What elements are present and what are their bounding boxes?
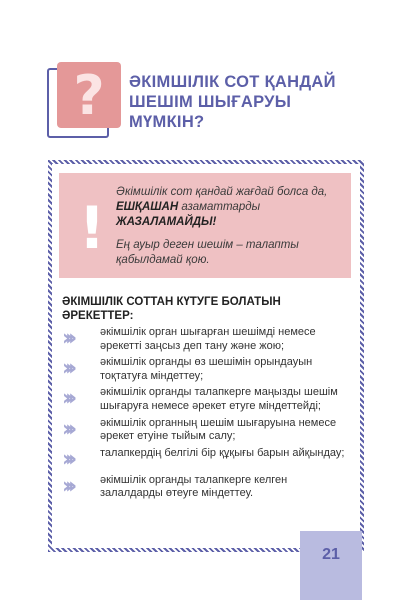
- chevron-right-icon: ›››: [62, 446, 72, 472]
- list-item-text: әкімшілік органды өз шешімін орындауын тоқтатуға міндеттеу;: [100, 356, 313, 382]
- warning-part2: азаматтарды: [178, 201, 261, 213]
- warning-bold-punish: ЖАЗАЛАМАЙДЫ!: [116, 216, 217, 228]
- list-item: [62, 447, 352, 471]
- list-item: [62, 474, 352, 501]
- list-item-text: әкімшілік орган шығарған шешімді немесе әрекетті заңсыз деп тану және жою;: [100, 326, 316, 352]
- chevron-right-icon: ›››: [62, 473, 72, 499]
- list-item: [62, 326, 352, 353]
- list-item-text: әкімшілік органды талапкерге келген залалдарды өтеуге міндеттеу.: [100, 473, 288, 500]
- list-item: [62, 417, 352, 444]
- exclamation-icon: !: [78, 194, 106, 262]
- chevron-right-icon: ›››: [62, 326, 72, 351]
- warning-bold-never: ЕШҚАШАН: [116, 201, 179, 213]
- list-item-text: әкімшілік органның шешім шығаруына немесе әрекет етуіне тыйым салу;: [100, 416, 337, 443]
- warning-part1: Әкімшілік сот қандай жағдай болса да,: [116, 186, 328, 198]
- list-item: [62, 386, 352, 413]
- list-item-text: талапкердің белгілі бір құқығы барын айқындау;: [100, 446, 345, 459]
- actions-list: [62, 326, 352, 504]
- title-line: ӘКІМШІЛІК СОТ ҚАНДАЙ: [129, 73, 336, 91]
- chevron-right-icon: ›››: [62, 416, 72, 442]
- warning-note: Ең ауыр деген шешім – талапты қабылдамай қою.: [116, 239, 299, 266]
- title-line: МҮМКІН?: [129, 113, 205, 131]
- warning-text: [116, 185, 348, 230]
- chevron-right-icon: ›››: [62, 386, 72, 412]
- question-mark-icon: ?: [57, 62, 121, 128]
- page-title: [129, 72, 389, 132]
- page-number: 21: [300, 531, 362, 600]
- list-heading: ӘКІМШІЛІК СОТТАН КҮТУГЕ БОЛАТЫН ӘРЕКЕТТЕР:: [62, 296, 281, 322]
- chevron-right-icon: ›››: [62, 356, 72, 382]
- title-line: ШЕШІМ ШЫҒАРУЫ: [129, 93, 292, 111]
- list-item: [62, 356, 352, 383]
- list-item-text: әкімшілік органды талапкерге маңызды шешім шығаруға немесе әрекет етуге міндеттейді;: [100, 386, 338, 412]
